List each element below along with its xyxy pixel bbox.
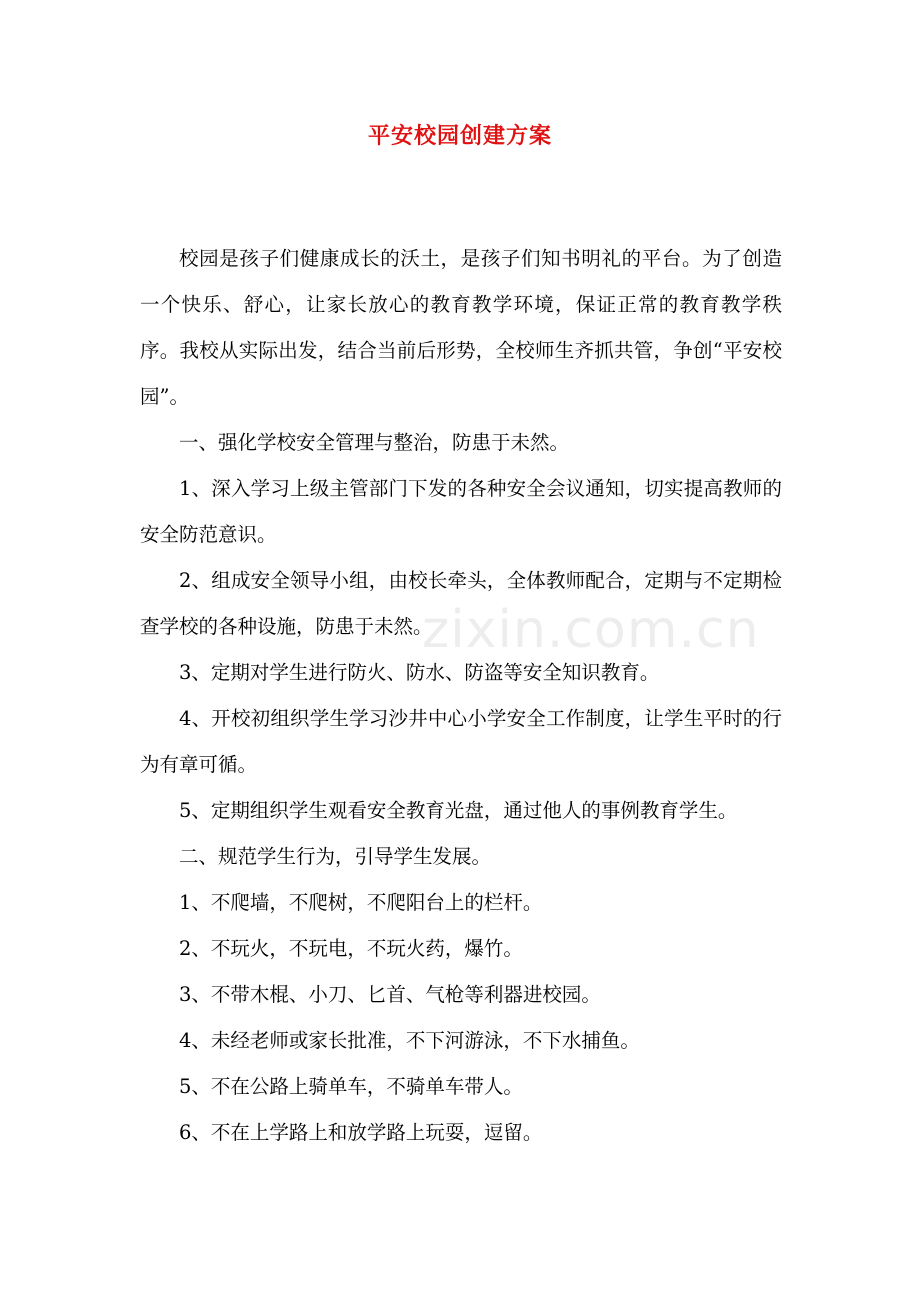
list-item: 1、深入学习上级主管部门下发的各种安全会议通知，切实提高教师的安全防范意识。 <box>140 477 782 546</box>
list-item: 5、定期组织学生观看安全教育光盘，通过他人的事例教育学生。 <box>179 799 738 822</box>
watermark-text: zixin.com.cn <box>422 600 760 660</box>
list-item: 5、不在公路上骑单车，不骑单车带人。 <box>179 1075 523 1098</box>
list-item: 2、组成安全领导小组，由校长牵头，全体教师配合，定期与不定期检查学校的各种设施，防患于未然。 <box>140 569 782 638</box>
section-heading-1: 一、强化学校安全管理与整治，防患于未然。 <box>179 431 570 454</box>
document-title: 平安校园创建方案 <box>367 123 552 149</box>
intro-paragraph: 校园是孩子们健康成长的沃土，是孩子们知书明礼的平台。为了创造一个快乐、舒心，让家长放心的教育教学环境，保证正常的教育教学秩序。我校从实际出发，结合当前后形势，全校师生齐抓共管，争创“平安校园”。 <box>140 247 782 408</box>
section-heading-2: 二、规范学生行为，引导学生发展。 <box>179 845 492 868</box>
list-item: 3、不带木棍、小刀、匕首、气枪等利器进校园。 <box>179 983 601 1006</box>
document-body <box>140 236 782 1156</box>
list-item: 1、不爬墙，不爬树，不爬阳台上的栏杆。 <box>179 891 543 914</box>
list-item: 4、未经老师或家长批准，不下河游泳，不下水捕鱼。 <box>179 1029 640 1052</box>
list-item: 6、不在上学路上和放学路上玩耍，逗留。 <box>179 1121 543 1144</box>
list-item: 2、不玩火，不玩电，不玩火药，爆竹。 <box>179 937 523 960</box>
list-item: 3、定期对学生进行防火、防水、防盗等安全知识教育。 <box>179 661 660 684</box>
list-item: 4、开校初组织学生学习沙井中心小学安全工作制度，让学生平时的行为有章可循。 <box>140 707 782 776</box>
